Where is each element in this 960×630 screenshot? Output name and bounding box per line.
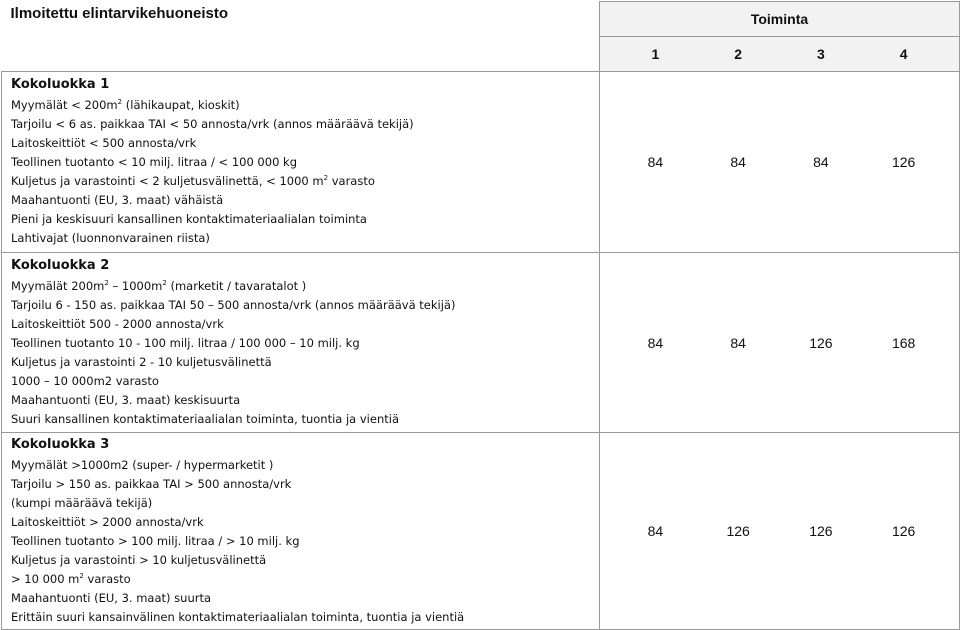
list-item: Laitoskeittiöt < 500 annosta/vrk — [11, 136, 197, 150]
fee-value: 84 — [647, 523, 664, 539]
category-row-1 — [2, 72, 960, 253]
fee-value: 84 — [730, 154, 746, 170]
fee-value: 126 — [891, 523, 916, 539]
list-item: > 10 000 $m^2$ varasto — [11, 572, 131, 586]
category-description — [2, 72, 600, 253]
column-header-2: 2 — [734, 46, 743, 62]
column-header-1: 1 — [651, 46, 660, 62]
fee-value: 126 — [809, 334, 833, 351]
category-row-2 — [2, 253, 960, 433]
list-item: Kuljetus ja varastointi > 10 kuljetusvälinettä — [11, 553, 267, 567]
fee-value: 84 — [647, 154, 664, 170]
list-item: Kuljetus ja varastointi < 2 kuljetusvälinettä, < 1000 $m^2$ varasto — [11, 174, 375, 188]
list-item: Maahantuonti (EU, 3. maat) keskisuurta — [11, 393, 241, 407]
column-header-3: 3 — [816, 46, 825, 62]
list-item: (kumpi määräävä tekijä) — [11, 496, 153, 510]
fee-value: 84 — [730, 334, 746, 351]
list-item: Erittäin suuri kansainvälinen kontaktimateriaalialan toiminta, tuontia ja vientiä — [11, 610, 465, 624]
list-item: Myymälät $200m^2 - 1000m^2$ (marketit / tavaratalot ) — [11, 279, 307, 293]
category-heading: Kokoluokka 3 — [11, 437, 110, 452]
list-item: Tarjoilu 6 - 150 as. paikkaa TAI 50 – 500 annosta/vrk (annos määräävä tekijä) — [11, 298, 456, 312]
category-description — [2, 433, 600, 630]
list-item: Suuri kansallinen kontaktimateriaalialan toiminta, tuontia ja vientiä — [11, 412, 399, 426]
list-item: Lahtivajat (luonnonvarainen riista) — [11, 231, 210, 245]
list-item: Teollinen tuotanto > 100 milj. litraa / > 10 milj. kg — [11, 534, 300, 548]
list-item: Teollinen tuotanto 10 - 100 milj. litraa / 100 000 – 10 milj. kg — [11, 336, 360, 350]
fee-value: 84 — [813, 154, 829, 170]
column-header-4: 4 — [899, 46, 908, 62]
list-item: Laitoskeittiöt 500 - 2000 annosta/vrk — [11, 317, 224, 331]
fee-value: 126 — [726, 523, 750, 539]
fee-value: 126 — [809, 523, 833, 539]
list-item: Pieni ja keskisuuri kansallinen kontaktimateriaalialan toiminta — [11, 212, 367, 226]
column-numbers — [600, 37, 960, 72]
list-item: Myymälät >1000m2 (super- / hypermarketit ) — [11, 458, 274, 472]
list-item: 1000 – 10 000m2 varasto — [11, 374, 159, 388]
list-item: Teollinen tuotanto < 10 milj. litraa / < 100 000 kg — [11, 155, 298, 169]
table-title: Ilmoitettu elintarvikehuoneisto — [2, 2, 600, 72]
category-fees — [600, 433, 960, 630]
list-item: Kuljetus ja varastointi 2 - 10 kuljetusvälinettä — [11, 355, 272, 369]
category-fees — [600, 72, 960, 253]
fee-table — [1, 1, 960, 630]
category-heading: Kokoluokka 2 — [11, 258, 110, 273]
list-item: Tarjoilu < 6 as. paikkaa TAI < 50 annosta/vrk (annos määräävä tekijä) — [11, 117, 414, 131]
fee-value: 84 — [647, 334, 664, 351]
list-item: Myymälät < $200m^2$ (lähikaupat, kioskit) — [11, 98, 240, 112]
category-heading: Kokoluokka 1 — [11, 77, 110, 92]
toiminta-header: Toiminta — [600, 2, 960, 37]
category-description — [2, 253, 600, 433]
category-fees — [600, 253, 960, 433]
fee-value: 126 — [891, 154, 916, 170]
list-item: Maahantuonti (EU, 3. maat) vähäistä — [11, 193, 224, 207]
list-item: Laitoskeittiöt > 2000 annosta/vrk — [11, 515, 204, 529]
fee-value: 168 — [891, 334, 916, 351]
list-item: Tarjoilu > 150 as. paikkaa TAI > 500 annosta/vrk — [11, 477, 292, 491]
list-item: Maahantuonti (EU, 3. maat) suurta — [11, 591, 212, 605]
category-row-3 — [2, 433, 960, 630]
